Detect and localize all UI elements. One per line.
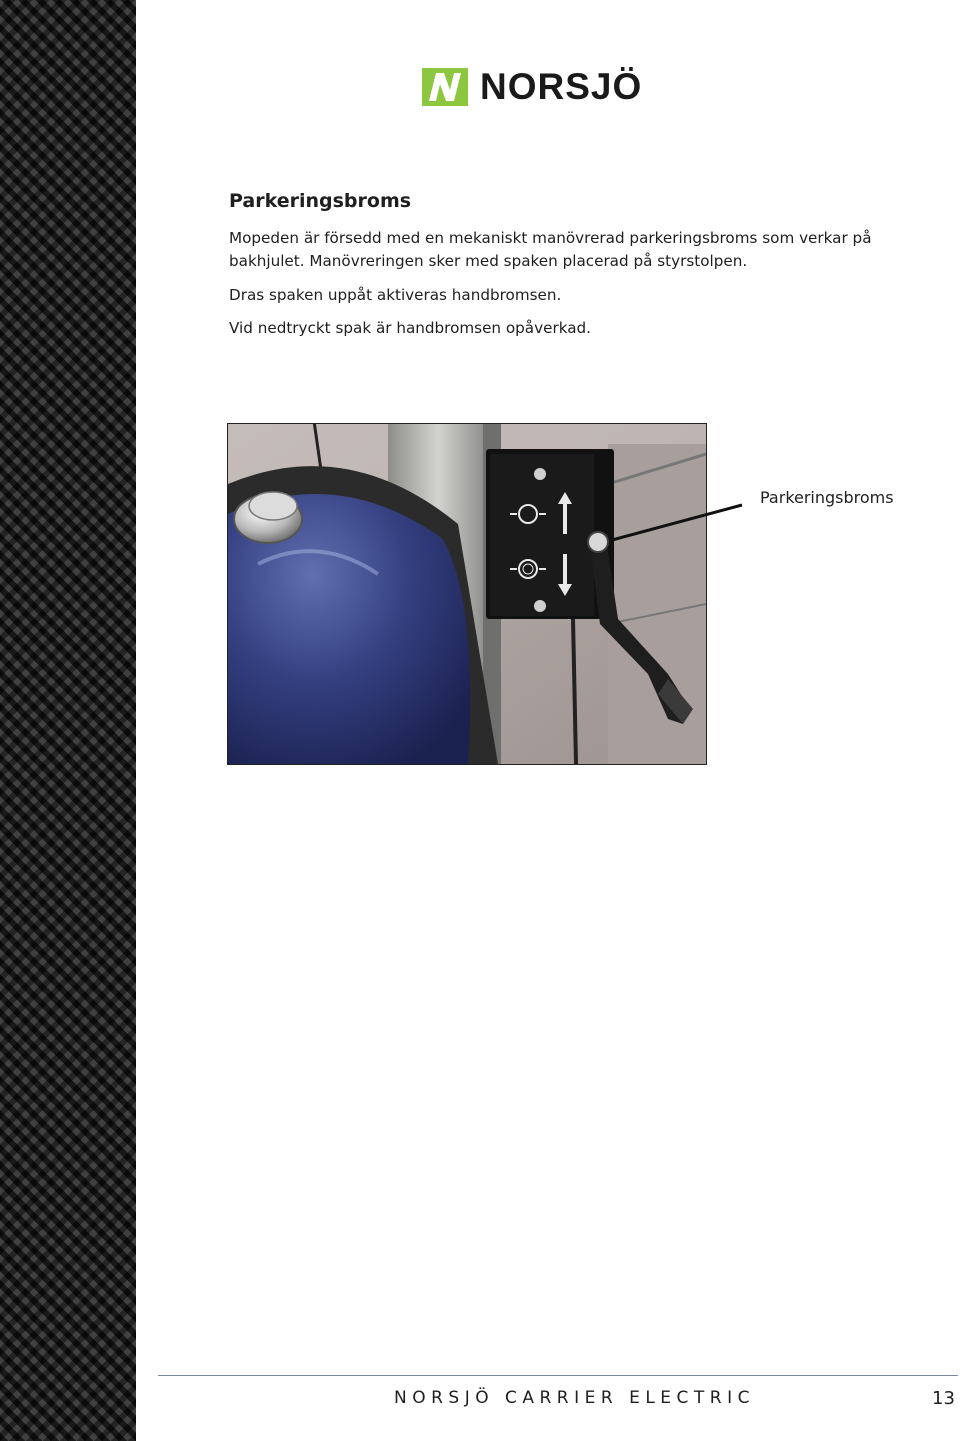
parking-brake-photo bbox=[227, 423, 707, 765]
page-number: 13 bbox=[932, 1388, 955, 1409]
logo-wordmark: NORSJÖ bbox=[480, 66, 643, 107]
parking-brake-illustration bbox=[228, 424, 706, 764]
activation-paragraph: Dras spaken uppåt aktiveras handbromsen. bbox=[229, 286, 562, 304]
intro-paragraph: Mopeden är försedd med en mekaniskt manövrerad parkeringsbroms som verkar på bakhjulet. Manövreringen sker med spaken placerad på styrstolpen. bbox=[229, 229, 872, 270]
carbon-fiber-side-strip bbox=[0, 0, 136, 1441]
callout-label: Parkeringsbroms bbox=[760, 488, 894, 507]
release-paragraph: Vid nedtryckt spak är handbromsen opåverkad. bbox=[229, 319, 591, 337]
section-title: Parkeringsbroms bbox=[229, 190, 412, 212]
footer-divider bbox=[158, 1375, 958, 1376]
footer-title: NORSJÖ CARRIER ELECTRIC bbox=[394, 1388, 755, 1408]
norsjo-logo bbox=[422, 67, 642, 107]
norsjo-logo-mark-icon bbox=[422, 68, 468, 106]
